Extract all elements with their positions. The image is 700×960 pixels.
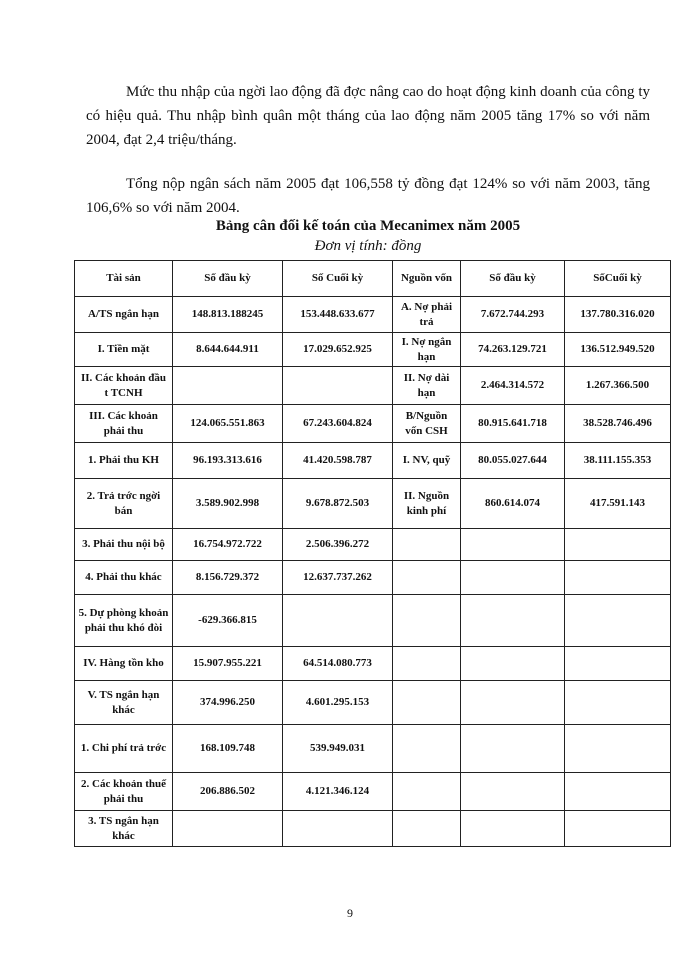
table-cell bbox=[565, 529, 671, 561]
table-cell: 2. Trả trớc ngời bán bbox=[75, 479, 173, 529]
paragraph-income: Mức thu nhập của ngời lao động đã đợc nâng cao do hoạt động kinh doanh của công ty có hiệu quả. Thu nhập bình quân một tháng của lao động năm 2005 tăng 17% so với năm 2004, đạt 2,4 triệu/tháng. bbox=[86, 84, 650, 148]
table-cell: 374.996.250 bbox=[173, 681, 283, 725]
table-row bbox=[75, 529, 671, 561]
table-row bbox=[75, 443, 671, 479]
table-cell bbox=[393, 561, 461, 595]
table-cell bbox=[173, 811, 283, 847]
table-cell bbox=[461, 647, 565, 681]
table-cell: 860.614.074 bbox=[461, 479, 565, 529]
table-cell bbox=[565, 595, 671, 647]
table-cell: I. NV, quỹ bbox=[393, 443, 461, 479]
header-cell: Số Cuối kỳ bbox=[283, 261, 393, 297]
table-cell bbox=[393, 725, 461, 773]
table-cell bbox=[461, 773, 565, 811]
table-cell: 38.111.155.353 bbox=[565, 443, 671, 479]
table-cell: 15.907.955.221 bbox=[173, 647, 283, 681]
table-cell: 64.514.080.773 bbox=[283, 647, 393, 681]
table-cell bbox=[393, 811, 461, 847]
table-cell: 17.029.652.925 bbox=[283, 333, 393, 367]
table-row bbox=[75, 297, 671, 333]
table-cell: 41.420.598.787 bbox=[283, 443, 393, 479]
table-header-row bbox=[75, 261, 671, 297]
table-cell: 148.813.188245 bbox=[173, 297, 283, 333]
table-cell bbox=[565, 647, 671, 681]
table-cell: 12.637.737.262 bbox=[283, 561, 393, 595]
table-cell: I. Tiền mặt bbox=[75, 333, 173, 367]
table-cell: I. Nợ ngắn hạn bbox=[393, 333, 461, 367]
table-unit: Đơn vị tính: đồng bbox=[314, 238, 422, 254]
table-row bbox=[75, 479, 671, 529]
table-cell: 67.243.604.824 bbox=[283, 405, 393, 443]
table-cell bbox=[283, 595, 393, 647]
table-cell bbox=[461, 595, 565, 647]
table-cell: 1.267.366.500 bbox=[565, 367, 671, 405]
table-cell bbox=[461, 561, 565, 595]
table-cell: 2.506.396.272 bbox=[283, 529, 393, 561]
table-cell bbox=[565, 773, 671, 811]
table-cell: 7.672.744.293 bbox=[461, 297, 565, 333]
table-cell: 16.754.972.722 bbox=[173, 529, 283, 561]
table-cell bbox=[461, 725, 565, 773]
table-cell: 8.156.729.372 bbox=[173, 561, 283, 595]
table-row bbox=[75, 773, 671, 811]
table-cell: 3.589.902.998 bbox=[173, 479, 283, 529]
table-cell: III. Các khoản phải thu bbox=[75, 405, 173, 443]
table-cell: V. TS ngắn hạn khác bbox=[75, 681, 173, 725]
table-cell: 96.193.313.616 bbox=[173, 443, 283, 479]
table-cell: 38.528.746.496 bbox=[565, 405, 671, 443]
table-cell bbox=[393, 529, 461, 561]
table-cell bbox=[393, 681, 461, 725]
table-cell: 8.644.644.911 bbox=[173, 333, 283, 367]
table-cell: 1. Chi phí trả trớc bbox=[75, 725, 173, 773]
table-row bbox=[75, 647, 671, 681]
table-cell bbox=[565, 725, 671, 773]
table-row bbox=[75, 681, 671, 725]
table-cell: 124.065.551.863 bbox=[173, 405, 283, 443]
table-cell bbox=[565, 561, 671, 595]
table-cell bbox=[461, 681, 565, 725]
table-cell: 9.678.872.503 bbox=[283, 479, 393, 529]
table-cell bbox=[393, 773, 461, 811]
table-row bbox=[75, 595, 671, 647]
table-cell: II. Nợ dài hạn bbox=[393, 367, 461, 405]
table-cell: 539.949.031 bbox=[283, 725, 393, 773]
table-cell: A. Nợ phải trả bbox=[393, 297, 461, 333]
table-cell bbox=[173, 367, 283, 405]
header-cell: Nguồn vốn bbox=[393, 261, 461, 297]
table-cell bbox=[565, 811, 671, 847]
table-cell bbox=[461, 529, 565, 561]
balance-sheet-table bbox=[74, 260, 671, 847]
table-cell: -629.366.815 bbox=[173, 595, 283, 647]
table-cell bbox=[393, 647, 461, 681]
table-cell: 137.780.316.020 bbox=[565, 297, 671, 333]
table-cell: 153.448.633.677 bbox=[283, 297, 393, 333]
table-row bbox=[75, 725, 671, 773]
table-cell: 4. Phải thu khác bbox=[75, 561, 173, 595]
header-cell: Số đầu kỳ bbox=[461, 261, 565, 297]
table-cell: 3. TS ngắn hạn khác bbox=[75, 811, 173, 847]
table-cell: II. Nguồn kinh phí bbox=[393, 479, 461, 529]
table-cell bbox=[565, 681, 671, 725]
table-title: Bảng cân đối kế toán của Mecanimex năm 2005 bbox=[215, 218, 521, 234]
paragraph-budget: Tổng nộp ngân sách năm 2005 đạt 106,558 tỷ đồng đạt 124% so với năm 2003, tăng 106,6% so với năm 2004. bbox=[86, 176, 650, 216]
table-cell: B/Nguồn vốn CSH bbox=[393, 405, 461, 443]
table-cell bbox=[283, 811, 393, 847]
header-cell: Số đầu kỳ bbox=[173, 261, 283, 297]
table-cell: II. Các khoản đầu t TCNH bbox=[75, 367, 173, 405]
table-row bbox=[75, 561, 671, 595]
table-cell: IV. Hàng tồn kho bbox=[75, 647, 173, 681]
table-cell: 2.464.314.572 bbox=[461, 367, 565, 405]
table-cell: 417.591.143 bbox=[565, 479, 671, 529]
table-row bbox=[75, 333, 671, 367]
page-number: 9 bbox=[347, 906, 353, 920]
table-cell: 4.121.346.124 bbox=[283, 773, 393, 811]
table-cell: A/TS ngắn hạn bbox=[75, 297, 173, 333]
table-row bbox=[75, 367, 671, 405]
table-cell: 136.512.949.520 bbox=[565, 333, 671, 367]
table-cell: 206.886.502 bbox=[173, 773, 283, 811]
table-cell: 2. Các khoản thuế phải thu bbox=[75, 773, 173, 811]
table-row bbox=[75, 811, 671, 847]
table-cell: 5. Dự phòng khoản phải thu khó đòi bbox=[75, 595, 173, 647]
table-cell: 80.055.027.644 bbox=[461, 443, 565, 479]
table-cell: 168.109.748 bbox=[173, 725, 283, 773]
table-cell bbox=[393, 595, 461, 647]
table-cell: 3. Phải thu nội bộ bbox=[75, 529, 173, 561]
header-cell: SốCuối kỳ bbox=[565, 261, 671, 297]
table-cell: 1. Phải thu KH bbox=[75, 443, 173, 479]
table-cell: 74.263.129.721 bbox=[461, 333, 565, 367]
table-cell bbox=[461, 811, 565, 847]
table-cell: 4.601.295.153 bbox=[283, 681, 393, 725]
table-cell: 80.915.641.718 bbox=[461, 405, 565, 443]
table-cell bbox=[283, 367, 393, 405]
header-cell: Tài sản bbox=[75, 261, 173, 297]
table-row bbox=[75, 405, 671, 443]
